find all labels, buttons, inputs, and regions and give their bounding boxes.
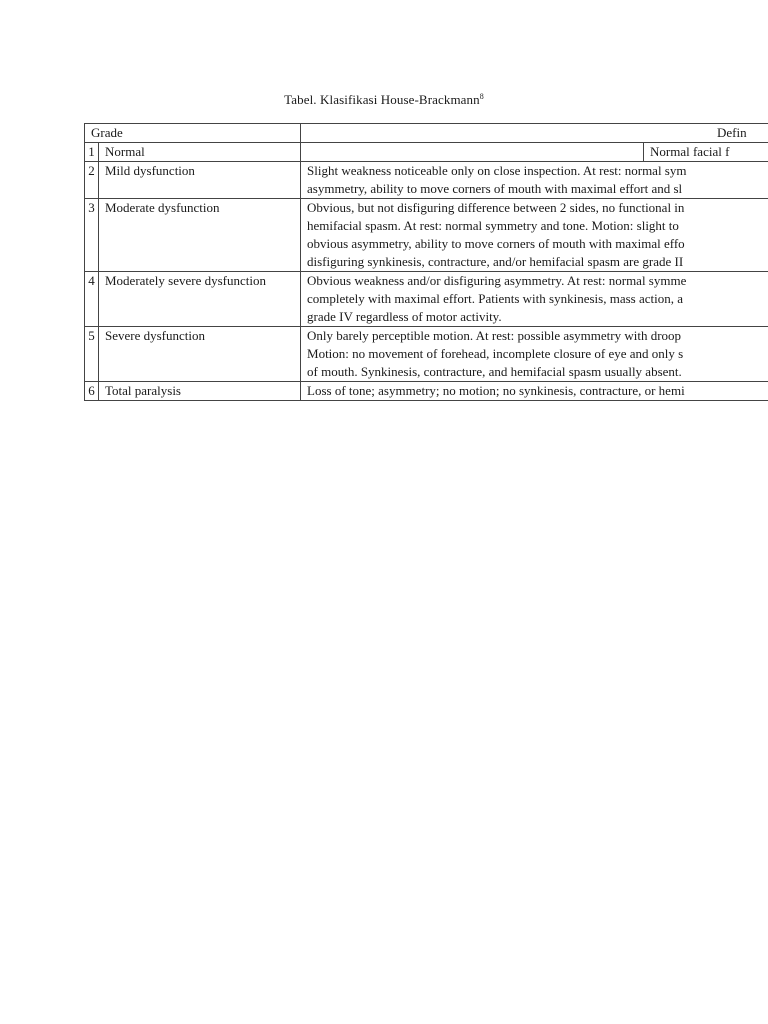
grade-name: Severe dysfunction (99, 327, 301, 382)
table-caption (0, 92, 768, 108)
definition-line: asymmetry, ability to move corners of mouth with maximal effort and sl (307, 181, 683, 196)
grade-definition (301, 199, 768, 272)
table-row (85, 327, 768, 382)
grade-number: 5 (85, 327, 99, 382)
definition-line: grade IV regardless of motor activity. (307, 309, 502, 324)
table-row (85, 199, 768, 272)
grade-number: 1 (85, 143, 99, 162)
definition-line: completely with maximal effort. Patients with synkinesis, mass action, a (307, 291, 683, 306)
table-row (85, 143, 768, 162)
header-definition (301, 124, 768, 143)
definition-line: of mouth. Synkinesis, contracture, and hemifacial spasm usually absent. (307, 364, 682, 379)
definition-line: Slight weakness noticeable only on close inspection. At rest: normal sym (307, 163, 687, 178)
definition-empty-subcell (301, 143, 644, 161)
grade-name: Total paralysis (99, 382, 301, 401)
grade-definition (301, 272, 768, 327)
definition-line: Obvious weakness and/or disfiguring asymmetry. At rest: normal symme (307, 273, 687, 288)
grade-definition (301, 162, 768, 199)
header-definition-label: Defin (717, 125, 747, 140)
grade-name: Moderate dysfunction (99, 199, 301, 272)
definition-line: Only barely perceptible motion. At rest: possible asymmetry with droop (307, 328, 682, 343)
grade-number: 4 (85, 272, 99, 327)
grade-number: 6 (85, 382, 99, 401)
table-row (85, 272, 768, 327)
grade-definition (301, 327, 768, 382)
grade-definition (301, 143, 768, 162)
caption-reference: 8 (479, 92, 484, 101)
caption-text: Tabel. Klasifikasi House-Brackmann (284, 92, 480, 107)
definition-line: obvious asymmetry, ability to move corners of mouth with maximal effo (307, 236, 685, 251)
definition-line: Obvious, but not disfiguring difference between 2 sides, no functional in (307, 200, 685, 215)
table-row (85, 382, 768, 401)
grade-name: Normal (99, 143, 301, 162)
grade-name: Mild dysfunction (99, 162, 301, 199)
definition-line: Loss of tone; asymmetry; no motion; no synkinesis, contracture, or hemi (307, 383, 685, 398)
grade-name: Moderately severe dysfunction (99, 272, 301, 327)
definition-line: Motion: no movement of forehead, incomplete closure of eye and only s (307, 346, 684, 361)
table-header-row (85, 124, 768, 143)
grade-number: 2 (85, 162, 99, 199)
house-brackmann-table (84, 123, 768, 401)
table-row (85, 162, 768, 199)
grade-definition (301, 382, 768, 401)
definition-line: hemifacial spasm. At rest: normal symmetry and tone. Motion: slight to (307, 218, 679, 233)
grade-number: 3 (85, 199, 99, 272)
header-grade: Grade (85, 124, 301, 143)
definition-line: Normal facial f (650, 144, 730, 159)
definition-line: disfiguring synkinesis, contracture, and/or hemifacial spasm are grade II (307, 254, 684, 269)
